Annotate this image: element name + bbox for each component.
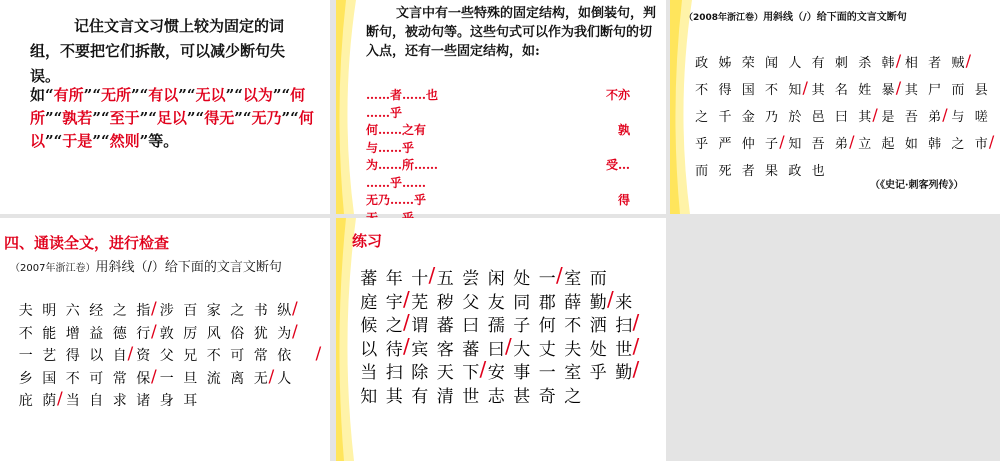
passage-char: 候 (360, 316, 378, 336)
passage-char: 刺 (834, 56, 848, 71)
passage-char: 於 (788, 110, 802, 125)
pattern-right: 不亦 (605, 88, 630, 102)
passage-char: 经 (89, 303, 104, 319)
quoted-phrase: “无乃” (242, 109, 291, 127)
slide3-source-tag: （2008年浙江卷） (684, 13, 764, 23)
slash-mark: / (872, 105, 878, 124)
quoted-phrase: “无以” (186, 86, 235, 104)
phrase-text: 有以 (148, 86, 179, 104)
slash-mark: / (127, 344, 134, 364)
passage-char: 韩 (928, 137, 942, 152)
slide-4 (0, 218, 330, 461)
passage-char: 也 (811, 164, 825, 179)
passage-char: 可 (89, 370, 104, 387)
passage-char: 韩 (881, 56, 895, 71)
passage-char: 之 (951, 137, 965, 152)
passage-char: 吾 (811, 137, 825, 152)
pattern-left: ……乎 (366, 105, 403, 120)
passage-char: 与 (951, 110, 965, 125)
passage-char: 弟 (928, 110, 942, 125)
slash-mark: / (151, 366, 157, 387)
passage-char: 庇 (18, 393, 33, 409)
passage-char: 天 (436, 363, 454, 383)
passage-char: 有 (411, 386, 429, 407)
passage-char: 耳 (183, 393, 198, 409)
quoted-phrase: “无所” (92, 86, 140, 104)
quoted-phrase: “以为” (234, 86, 282, 104)
passage-char: 客 (436, 339, 454, 360)
passage-char: 而 (951, 83, 965, 98)
pattern-left: 为……所…… (366, 158, 439, 172)
quoted-phrase: “得无” (195, 109, 243, 127)
passage-char: 求 (112, 393, 127, 409)
pattern-right: 受… (605, 158, 630, 172)
passage-row (356, 311, 637, 336)
passage-char: 以 (89, 348, 104, 364)
passage-char: 世 (462, 386, 480, 407)
passage-char: 纵 (277, 303, 292, 319)
quoted-phrase: “孰若” (53, 109, 101, 127)
passage-char: 之 (695, 110, 709, 125)
slash-mark: / (403, 310, 410, 334)
pattern-left: 与……乎 (366, 140, 415, 155)
passage-char: 名 (834, 83, 848, 98)
quoted-phrase: “至于” (100, 109, 149, 127)
passage-char: 仲 (741, 137, 755, 152)
passage-char: 丈 (538, 339, 556, 360)
passage-char: 无 (253, 370, 268, 387)
passage-char: 曰 (462, 316, 480, 336)
slide1-suffix: 等。 (148, 132, 179, 150)
passage-char: 蕃 (436, 316, 454, 336)
passage-char: 清 (436, 386, 454, 407)
passage-char: 何 (538, 316, 556, 336)
quoted-phrase: “何所” (30, 86, 306, 127)
pattern-right: 孰 (617, 123, 630, 137)
passage-char: 国 (42, 370, 57, 387)
passage-char: 国 (741, 83, 755, 98)
passage-char: 不 (206, 348, 221, 364)
passage-char: 蕃 (462, 339, 480, 360)
passage-char: 依 (277, 348, 292, 364)
passage-char: 尝 (462, 269, 480, 289)
passage-char: 增 (65, 325, 80, 342)
pattern-left: 无乃……乎 (366, 193, 427, 207)
passage-char: 十 (411, 269, 429, 289)
passage-char: 俗 (230, 325, 245, 342)
phrase-text: 孰若 (62, 109, 93, 127)
passage-char: 荫 (42, 393, 57, 409)
passage-char: 乎 (589, 363, 607, 383)
passage-char: 一 (538, 269, 556, 289)
passage-char: 孺 (487, 316, 505, 336)
passage-char: 闲 (487, 269, 505, 289)
passage-char: 勤 (589, 292, 607, 313)
passage-char: 其 (858, 110, 872, 125)
passage-char: 常 (112, 370, 127, 387)
slash-mark: / (151, 299, 157, 319)
phrase-text: 有所 (53, 86, 84, 104)
quoted-phrase: “于是” (53, 132, 101, 150)
slide3-instruction: 用斜线（/）给下面的文言文断句 (763, 12, 907, 23)
passage-char: 乃 (765, 110, 779, 125)
passage-char: 之 (112, 303, 127, 319)
passage-char: 姊 (718, 56, 732, 71)
slash-mark: / (151, 321, 157, 342)
passage-char: 艺 (42, 348, 57, 364)
slash-mark: / (988, 132, 995, 151)
passage-char: 书 (253, 303, 268, 319)
slash-mark: / (942, 105, 948, 124)
slash-mark: / (895, 78, 902, 97)
passage-char: 政 (788, 164, 802, 179)
passage-char: 相 (904, 56, 918, 71)
passage-char: 姓 (858, 83, 872, 98)
passage-char: 弟 (834, 137, 848, 152)
slash-mark: / (895, 51, 902, 70)
passage-char: 吾 (904, 110, 918, 125)
slide1-paragraph-2 (30, 84, 315, 153)
passage-char: 甚 (513, 386, 531, 407)
passage-char: 大 (513, 339, 531, 360)
passage-char: 夫 (18, 303, 33, 319)
passage-char: 同 (513, 292, 531, 313)
passage-char: 荣 (741, 56, 755, 71)
passage-char: 者 (928, 56, 942, 71)
passage-char: 贼 (951, 56, 965, 71)
passage-char: 当 (65, 393, 80, 409)
passage-char: 父 (462, 292, 480, 313)
passage-char: 其 (811, 83, 825, 98)
passage-char: 敦 (159, 325, 174, 342)
quoted-phrase: “足以” (148, 109, 196, 127)
slash-mark: / (403, 333, 410, 358)
passage-char: 邑 (811, 110, 825, 125)
phrase-text: 足以 (156, 109, 187, 127)
passage-row (690, 52, 970, 71)
passage-char: 来 (615, 292, 633, 313)
passage-char: 室 (564, 363, 582, 383)
passage-char: 安 (487, 363, 505, 383)
slash-mark: / (632, 357, 640, 381)
slash-mark: / (57, 389, 63, 409)
passage-char: 政 (695, 56, 709, 71)
passage-char: 不 (765, 83, 779, 98)
passage-row (690, 160, 830, 179)
passage-char: 之 (230, 303, 245, 319)
slide-3 (670, 0, 1000, 214)
passage-char: 六 (65, 303, 80, 319)
passage-char: 保 (136, 370, 151, 387)
passage-char: 洒 (589, 316, 607, 336)
passage-char: 子 (513, 316, 531, 336)
passage-row (356, 335, 637, 360)
passage-char: 志 (487, 386, 505, 407)
passage-row (690, 133, 993, 152)
slash-mark: / (505, 333, 512, 358)
passage-char: 知 (788, 83, 802, 98)
passage-row (14, 390, 202, 410)
passage-char: 不 (695, 83, 709, 98)
passage-char: 秽 (436, 292, 454, 313)
slash-mark: / (849, 132, 855, 151)
passage-char: 奇 (538, 386, 556, 407)
passage-char: 得 (65, 348, 80, 364)
passage-char: 友 (487, 292, 505, 313)
passage-char: 乎 (695, 137, 709, 152)
passage-char: 果 (765, 164, 779, 179)
passage-char: 年 (385, 269, 403, 289)
pattern-left: 何……之有 (366, 123, 427, 137)
passage-char: 明 (42, 303, 57, 319)
slide-1 (0, 0, 330, 214)
phrase-text: 以为 (242, 86, 273, 104)
slide1-prefix: 如 (30, 86, 46, 104)
passage-char: 为 (277, 325, 292, 342)
slide-2 (336, 0, 666, 214)
passage-char: 一 (18, 348, 33, 364)
passage-char: 闻 (765, 56, 779, 71)
passage-char: 薛 (564, 292, 582, 313)
passage-char: 勤 (615, 363, 633, 383)
passage-char: 资 (136, 348, 151, 364)
passage-char: 市 (974, 137, 988, 152)
phrase-text: 至于 (109, 109, 140, 127)
pattern-left: ……者……也 (366, 88, 439, 102)
passage-char: 曰 (834, 110, 848, 125)
passage-char: 得 (718, 83, 732, 98)
passage-char: 扫 (615, 316, 633, 336)
passage-char: 以 (360, 339, 378, 360)
slash-mark: / (268, 366, 275, 387)
slide4-header (10, 258, 320, 279)
passage-char: 不 (18, 325, 33, 342)
passage-char: 乡 (18, 370, 33, 387)
slash-mark: / (607, 286, 614, 311)
passage-char: 金 (741, 110, 755, 125)
passage-char: 离 (230, 370, 245, 387)
slash-mark: / (965, 51, 971, 70)
passage-char: 其 (385, 386, 403, 407)
passage-char: 尸 (928, 83, 942, 98)
passage-char: 谓 (411, 316, 429, 336)
slash-mark: / (292, 299, 298, 319)
phrase-text: 无乃 (251, 109, 282, 127)
passage-char: 百 (183, 303, 198, 319)
passage-row (356, 288, 637, 313)
passage-char: 蕃 (360, 269, 378, 289)
passage-char: 有 (811, 56, 825, 71)
slide-5 (336, 218, 666, 461)
passage-char: 扫 (385, 363, 403, 383)
passage-char: 诸 (136, 393, 151, 409)
pattern-right: 得 (617, 193, 630, 207)
quoted-phrase: “何以” (30, 109, 314, 150)
passage-char: 庭 (360, 292, 378, 313)
slash-mark: / (632, 333, 640, 358)
passage-char: 县 (974, 83, 988, 98)
quoted-phrase: “然则” (100, 132, 149, 150)
passage-char: 旦 (183, 370, 198, 387)
phrase-text: 无以 (195, 86, 226, 104)
pattern-left: ……乎…… (366, 175, 427, 190)
slide4-instruction: 用斜线（/）给下面的文言文断句 (95, 260, 282, 275)
slide1-paragraph-1: 记住文言文习惯上较为固定的词组，不要把它们拆散，可以减少断句失误。 (30, 17, 286, 85)
passage-char: 兄 (183, 348, 198, 364)
passage-char: 当 (360, 363, 378, 383)
passage-row (356, 264, 611, 289)
quoted-phrase: “有以” (139, 86, 187, 104)
passage-char: 人 (788, 56, 802, 71)
passage-char: 常 (253, 348, 268, 364)
passage-char: 而 (589, 269, 607, 289)
passage-char: 室 (564, 269, 582, 289)
passage-char: 除 (411, 363, 429, 383)
passage-row (356, 358, 637, 383)
passage-char: 杀 (858, 56, 872, 71)
passage-char: 风 (206, 325, 221, 342)
passage-char: 自 (112, 348, 127, 364)
passage-char: 厉 (183, 325, 198, 342)
passage-char: 夫 (564, 339, 582, 360)
passage-char: 宇 (385, 292, 403, 313)
passage-char: 犹 (253, 325, 268, 342)
passage-char: 暴 (881, 83, 895, 98)
passage-char: 事 (513, 363, 531, 383)
passage-char: 不 (65, 370, 80, 387)
passage-char: 待 (385, 339, 403, 360)
passage-char: 人 (277, 370, 292, 387)
passage-char: 德 (112, 325, 127, 342)
passage-row (14, 345, 296, 365)
slash-mark: / (292, 321, 298, 342)
slide3-header (684, 8, 994, 23)
passage-char: 如 (904, 137, 918, 152)
passage-char: 而 (695, 164, 709, 179)
passage-char: 行 (136, 325, 151, 342)
slash-mark: / (479, 357, 487, 381)
slash-mark: / (632, 310, 640, 334)
passage-char: 世 (615, 339, 633, 360)
slash-mark: / (802, 78, 808, 97)
passage-char: 能 (42, 325, 57, 342)
passage-row (690, 79, 993, 98)
passage-char: 严 (718, 137, 732, 152)
phrase-text: 何所 (30, 86, 306, 127)
passage-char: 嗟 (974, 110, 988, 125)
passage-char: 知 (360, 386, 378, 407)
passage-char: 其 (904, 83, 918, 98)
phrase-text: 何以 (30, 109, 314, 150)
passage-char: 死 (718, 164, 732, 179)
passage-char: 一 (538, 363, 556, 383)
slide4-title: 四、通读全文，进行检查 (4, 234, 170, 252)
empty-panel (670, 218, 1000, 461)
slash-mark: / (428, 263, 436, 287)
slash-mark: / (403, 286, 410, 311)
passage-char: 父 (159, 348, 174, 364)
quoted-phrase: “有所” (45, 86, 93, 104)
passage-char: 涉 (159, 303, 174, 319)
passage-char: 曰 (487, 339, 505, 360)
passage-row (356, 382, 586, 407)
passage-char: 起 (881, 137, 895, 152)
passage-char: 指 (136, 303, 151, 319)
passage-char: 之 (564, 386, 582, 407)
passage-char: 宾 (411, 339, 429, 360)
slash-mark: / (315, 344, 322, 364)
phrase-text: 然则 (109, 132, 140, 150)
passage-char: 不 (564, 316, 582, 336)
slide2-intro: 文言中有一些特殊的固定结构，如倒装句，判断句，被动句等。这些句式可以作为我们断句的切入点，还有一些固定结构，如: (366, 6, 657, 59)
phrase-text: 得无 (204, 109, 235, 127)
passage-char: 之 (385, 316, 403, 336)
passage-char: 者 (741, 164, 755, 179)
passage-char: 流 (206, 370, 221, 387)
passage-char: 益 (89, 325, 104, 342)
passage-char: 千 (718, 110, 732, 125)
phrase-text: 无所 (100, 86, 131, 104)
passage-char: 自 (89, 393, 104, 409)
passage-char: 处 (589, 339, 607, 360)
passage-char: 立 (858, 137, 872, 152)
slash-mark: / (556, 263, 563, 287)
passage-char: 身 (159, 393, 174, 409)
slide4-source-tag: （2007年浙江卷） (10, 263, 96, 274)
passage-char: 知 (788, 137, 802, 152)
passage-char: 芜 (411, 292, 429, 313)
passage-char: 是 (881, 110, 895, 125)
passage-char: 郡 (538, 292, 556, 313)
passage-char: 家 (206, 303, 221, 319)
passage-char: 可 (230, 348, 245, 364)
slide3-citation: （《史记·刺客列传》） (870, 180, 964, 191)
passage-char: 五 (436, 269, 454, 289)
passage-char: 子 (765, 137, 779, 152)
slash-mark: / (779, 132, 785, 151)
passage-char: 处 (513, 269, 531, 289)
phrase-text: 于是 (62, 132, 93, 150)
slide5-title: 练习 (352, 232, 383, 250)
passage-char: 下 (462, 363, 480, 383)
passage-char: 一 (159, 370, 174, 387)
